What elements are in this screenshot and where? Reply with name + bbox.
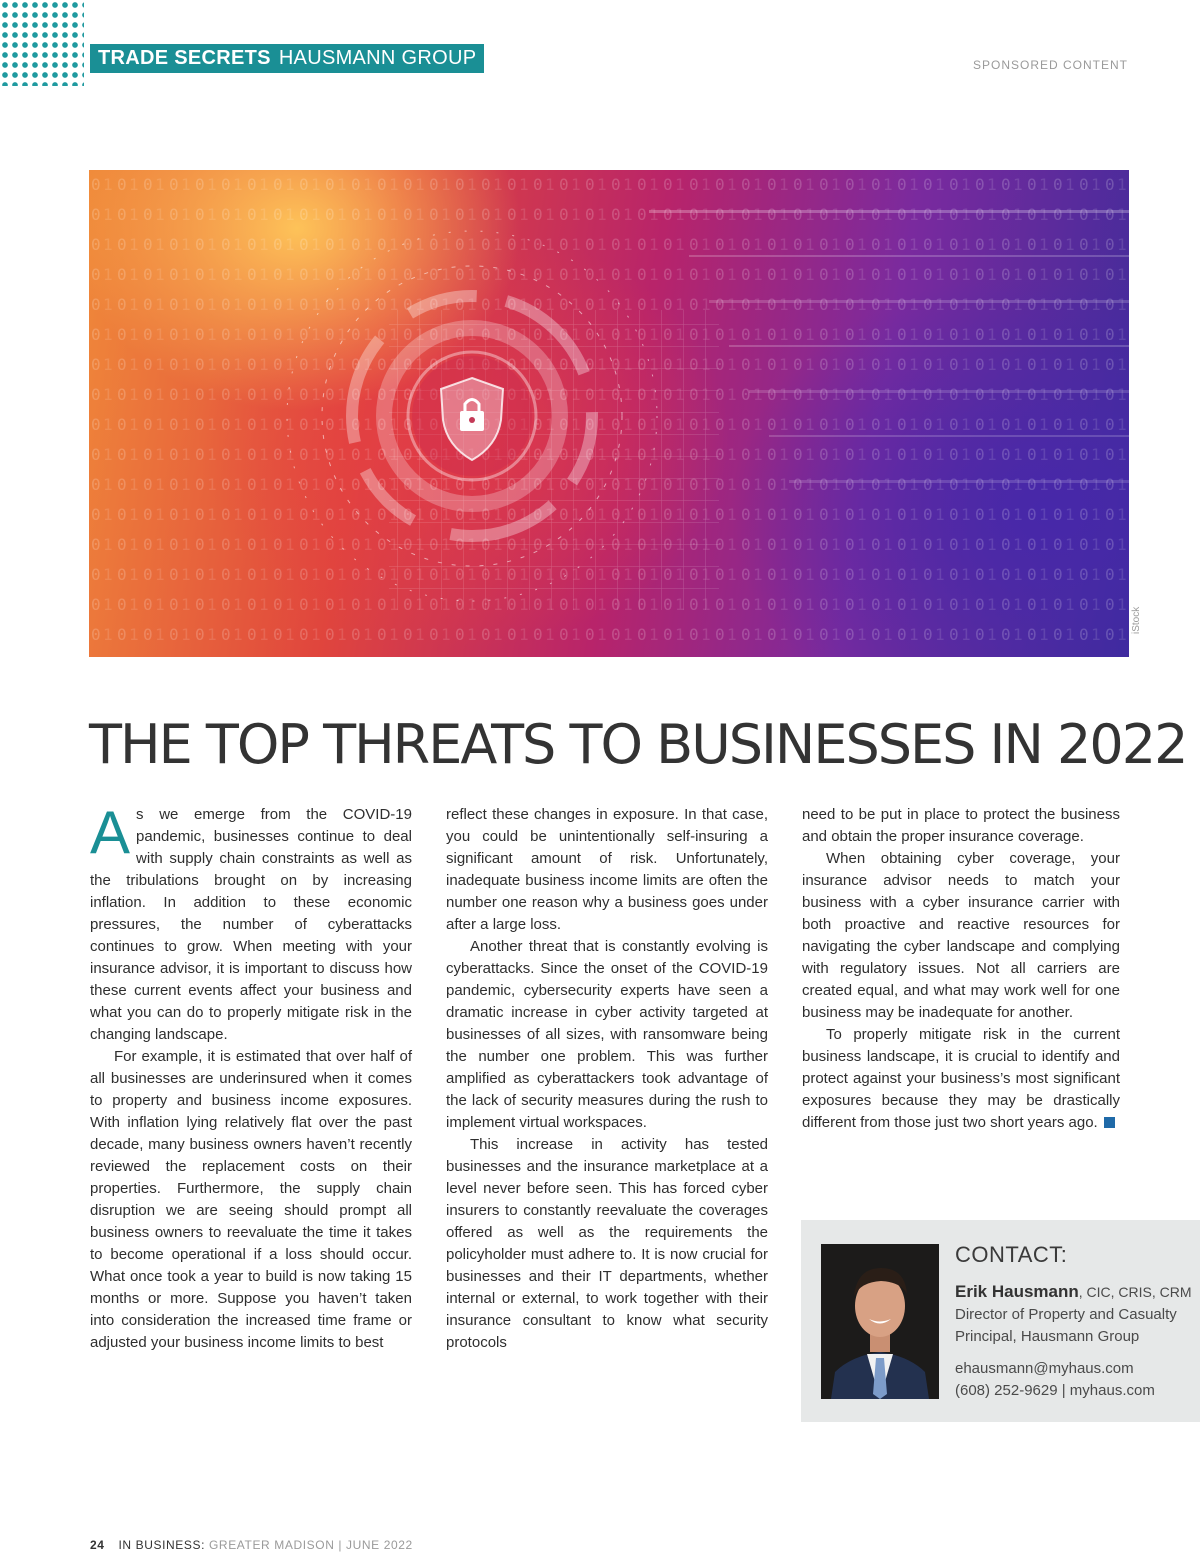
paragraph: need to be put in place to protect the business and obtain the proper insurance coverage. bbox=[802, 806, 1120, 845]
hero-image bbox=[89, 170, 1129, 657]
contact-email[interactable]: ehausmann@myhaus.com bbox=[955, 1360, 1134, 1377]
publication-name: IN BUSINESS: bbox=[118, 1538, 206, 1552]
paragraph: For example, it is estimated that over half of all businesses are underinsured when it comes to property and business income exposures. With inflation lying relatively flat over the past decade, many business owners haven’t recently reviewed the replacement costs on their properties. Furthermore, the supply chain disruption we are seeing should prompt all business owners to reevaluate the time it takes to become operational if a loss should occur. What once took a year to build is now taking 15 months or more. Suppose you haven’t taken into consideration the increased time frame or adjusted your business income limits to best bbox=[90, 1048, 412, 1351]
contact-box bbox=[801, 1220, 1200, 1422]
dot-pattern-decoration bbox=[0, 0, 84, 86]
end-mark-icon bbox=[1104, 1117, 1115, 1128]
paragraph: Another threat that is constantly evolving is cyberattacks. Since the onset of the COVID-19 pandemic, cybersecurity experts have seen a dramatic increase in cyber activity targeted at businesses of all sizes, with ransomware being the number one problem. This was further amplified as cyberattackers took advantage of the lack of security measures during the rush to implement virtual workspaces. bbox=[446, 938, 768, 1131]
kicker-section: TRADE SECRETS bbox=[98, 47, 271, 69]
spacer bbox=[955, 1348, 1195, 1358]
paragraph-text: To properly mitigate risk in the current business landscape, it is crucial to identify and protect against your business’s most significant exposures because they may be drastically different from those just two short years ago. bbox=[802, 1026, 1120, 1131]
paragraph-text: s we emerge from the COVID-19 pandemic, businesses continue to deal with supply chain constraints as well as the tribulations brought on by increasing inflation. In addition to these economic pressures, the number of cyberattacks continues to grow. When meeting with your insurance advisor, it is important to discuss how these current events affect your business and what you can do to properly mitigate risk in the changing landscape. bbox=[90, 806, 412, 1043]
author-photo bbox=[821, 1244, 939, 1399]
article-column-2 bbox=[446, 804, 768, 1354]
issue-info: GREATER MADISON | JUNE 2022 bbox=[209, 1538, 413, 1552]
paragraph bbox=[802, 1024, 1120, 1134]
contact-org: Principal, Hausmann Group bbox=[955, 1328, 1140, 1345]
section-kicker bbox=[90, 44, 484, 73]
contact-name-line bbox=[955, 1281, 1195, 1304]
page-footer bbox=[90, 1538, 413, 1552]
contact-heading: CONTACT: bbox=[955, 1242, 1068, 1267]
article-column-3 bbox=[802, 804, 1120, 1134]
contact-phone-web[interactable]: (608) 252-9629 | myhaus.com bbox=[955, 1382, 1155, 1399]
contact-details bbox=[955, 1281, 1195, 1402]
sponsored-label: SPONSORED CONTENT bbox=[972, 58, 1128, 72]
article-column-1 bbox=[90, 799, 412, 1354]
contact-credentials: , CIC, CRIS, CRM bbox=[1078, 1284, 1192, 1300]
paragraph: reflect these changes in exposure. In that case, you could be unintentionally self-insuring a significant amount of risk. Unfortunately, inadequate business income limits are often the number one reason why a business goes under after a large loss. bbox=[446, 806, 768, 933]
cyber-security-illustration bbox=[89, 170, 1129, 657]
article-headline: THE TOP THREATS TO BUSINESSES IN 2022 bbox=[89, 713, 1187, 776]
contact-name: Erik Hausmann bbox=[955, 1282, 1079, 1301]
paragraph bbox=[90, 799, 412, 1046]
kicker-sponsor: HAUSMANN GROUP bbox=[278, 47, 477, 69]
page-number: 24 bbox=[90, 1538, 105, 1552]
contact-role: Director of Property and Casualty bbox=[955, 1306, 1177, 1323]
drop-cap: A bbox=[90, 799, 131, 866]
photo-credit: iStock bbox=[1131, 606, 1142, 634]
paragraph: When obtaining cyber coverage, your insurance advisor needs to match your business with a cyber insurance carrier with both proactive and reactive resources for navigating the cyber landscape and complying with regulatory issues. Not all carriers are created equal, and what may work well for one business may be inadequate for another. bbox=[802, 850, 1120, 1021]
portrait-illustration bbox=[821, 1244, 939, 1399]
paragraph: This increase in activity has tested businesses and the insurance marketplace at a level never before seen. This has forced cyber insurers to constantly reevaluate the coverages offered as well as the requirements the policyholder must adhere to. It is now crucial for businesses and their IT departments, whether internal or external, to work together with their insurance consultant to know what security protocols bbox=[446, 1136, 768, 1351]
